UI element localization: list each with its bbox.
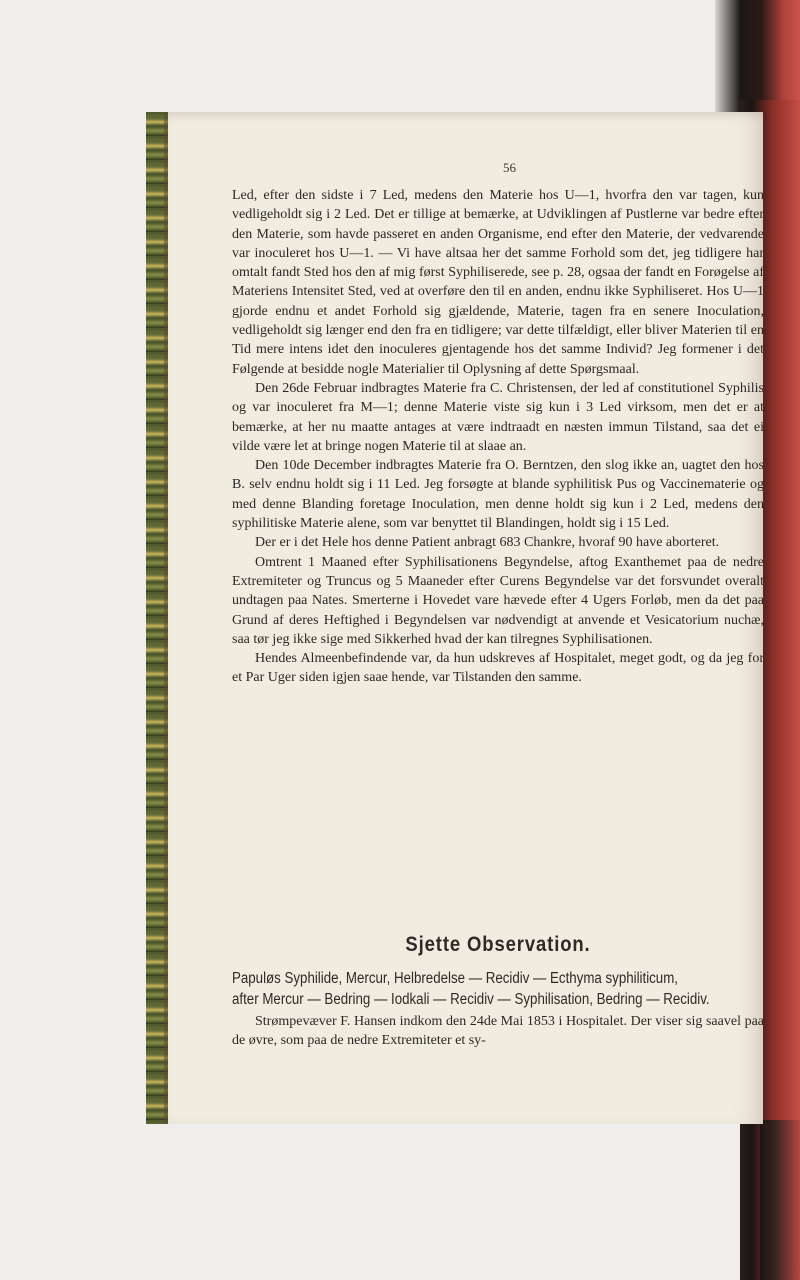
case-text (232, 1012, 764, 1051)
paragraph: Led, efter den sidste i 7 Led, medens den Materie hos U—1, hvorfra den var tagen, kun vedligeholdt sig i 2 Led. Det er tillige at bemærke, at Udviklingen af Pustlerne var bedre efter den Materie, som havde passeret en anden Organisme, end efter den Materie, der vedvarende var inoculeret hos U—1. — Vi have altsaa her det samme Forhold som det, jeg tidligere har omtalt fandt Sted hos den af mig først Syphiliserede, see p. 28, ogsaa der fandt en Forøgelse af Materiens Intensitet Sted, ved at overføre den til en anden, endnu ikke Syphiliseret. Hos U—1 gjorde endnu et andet Forhold sig gjældende, Materie, tagen fra en senere Inoculation, vedligeholdt sig længer end den fra en tidligere; var dette tilfældigt, eller bliver Materien til en Tid mere intens idet den inoculeres gjentagende hos det samme Individ? Jeg formener i det Følgende at besidde nogle Materialier til Oplysning af dette Spørgsmaal. (232, 188, 764, 377)
scanner-background-right-lower (760, 1120, 800, 1280)
summary-line: after Mercur — Bedring — Iodkali — Recidiv — Syphilisation, Bedring — Recidiv. (232, 991, 710, 1008)
paragraph: Omtrent 1 Maaned efter Syphilisationens Begyndelse, aftog Exanthemet paa de nedre Extremiteter og Truncus og 5 Maaneder efter Curens Begyndelse var det forsvundet overalt undtagen paa Nates. Smerterne i Hovedet vare hævede efter 4 Ugers Forløb, men da det paa Grund af deres Heftighed i Begyndelsen var nødvendigt at anvende et Vesicatorium nuchæ, saa tør jeg ikke sige med Sikkerhed hvad der kan tilregnes Syphilisationen. (232, 554, 764, 647)
paragraph: Den 26de Februar indbragtes Materie fra C. Christensen, der led af constitutionel Syphilis og var inoculeret fra M—1; denne Materie viste sig kun i 3 Led virksom, men det er at bemærke, at her nu maatte antages at være indtraadt en næsten immun Tilstand, saa det ei vilde være let at bringe nogen Materie til at slaae an. (232, 380, 764, 454)
summary-line: Papuløs Syphilide, Mercur, Helbredelse — Recidiv — Ecthyma syphiliticum, (232, 970, 678, 987)
paragraph: Der er i det Hele hos denne Patient anbragt 683 Chankre, hvoraf 90 have aborteret. (255, 535, 720, 551)
body-text (232, 186, 764, 688)
paragraph: Strømpevæver F. Hansen indkom den 24de Mai 1853 i Hospitalet. Der viser sig saavel paa de øvre, som paa de nedre Extremiteter et sy- (232, 1014, 764, 1049)
section-heading: Sjette Observation. (405, 933, 591, 956)
case-summary (232, 968, 710, 1010)
paragraph: Den 10de December indbragtes Materie fra O. Berntzen, den slog ikke an, uagtet den hos B. selv endnu holdt sig i 11 Led. Jeg forsøgte at blande syphilitisk Pus og Vaccinemateriе og med denne Blanding foretage Inoculation, men denne holdt sig kun i 2 Led, medens den syphilitiske Materie alene, som var benyttet til Blandingen, holdt sig i 15 Led. (232, 458, 764, 532)
paragraph: Hendes Almeenbefindende var, da hun udskreves af Hospitalet, meget godt, og da jeg for et Par Uger siden igjen saae hende, var Tilstanden den samme. (232, 651, 764, 686)
page-number: 56 (503, 160, 516, 175)
